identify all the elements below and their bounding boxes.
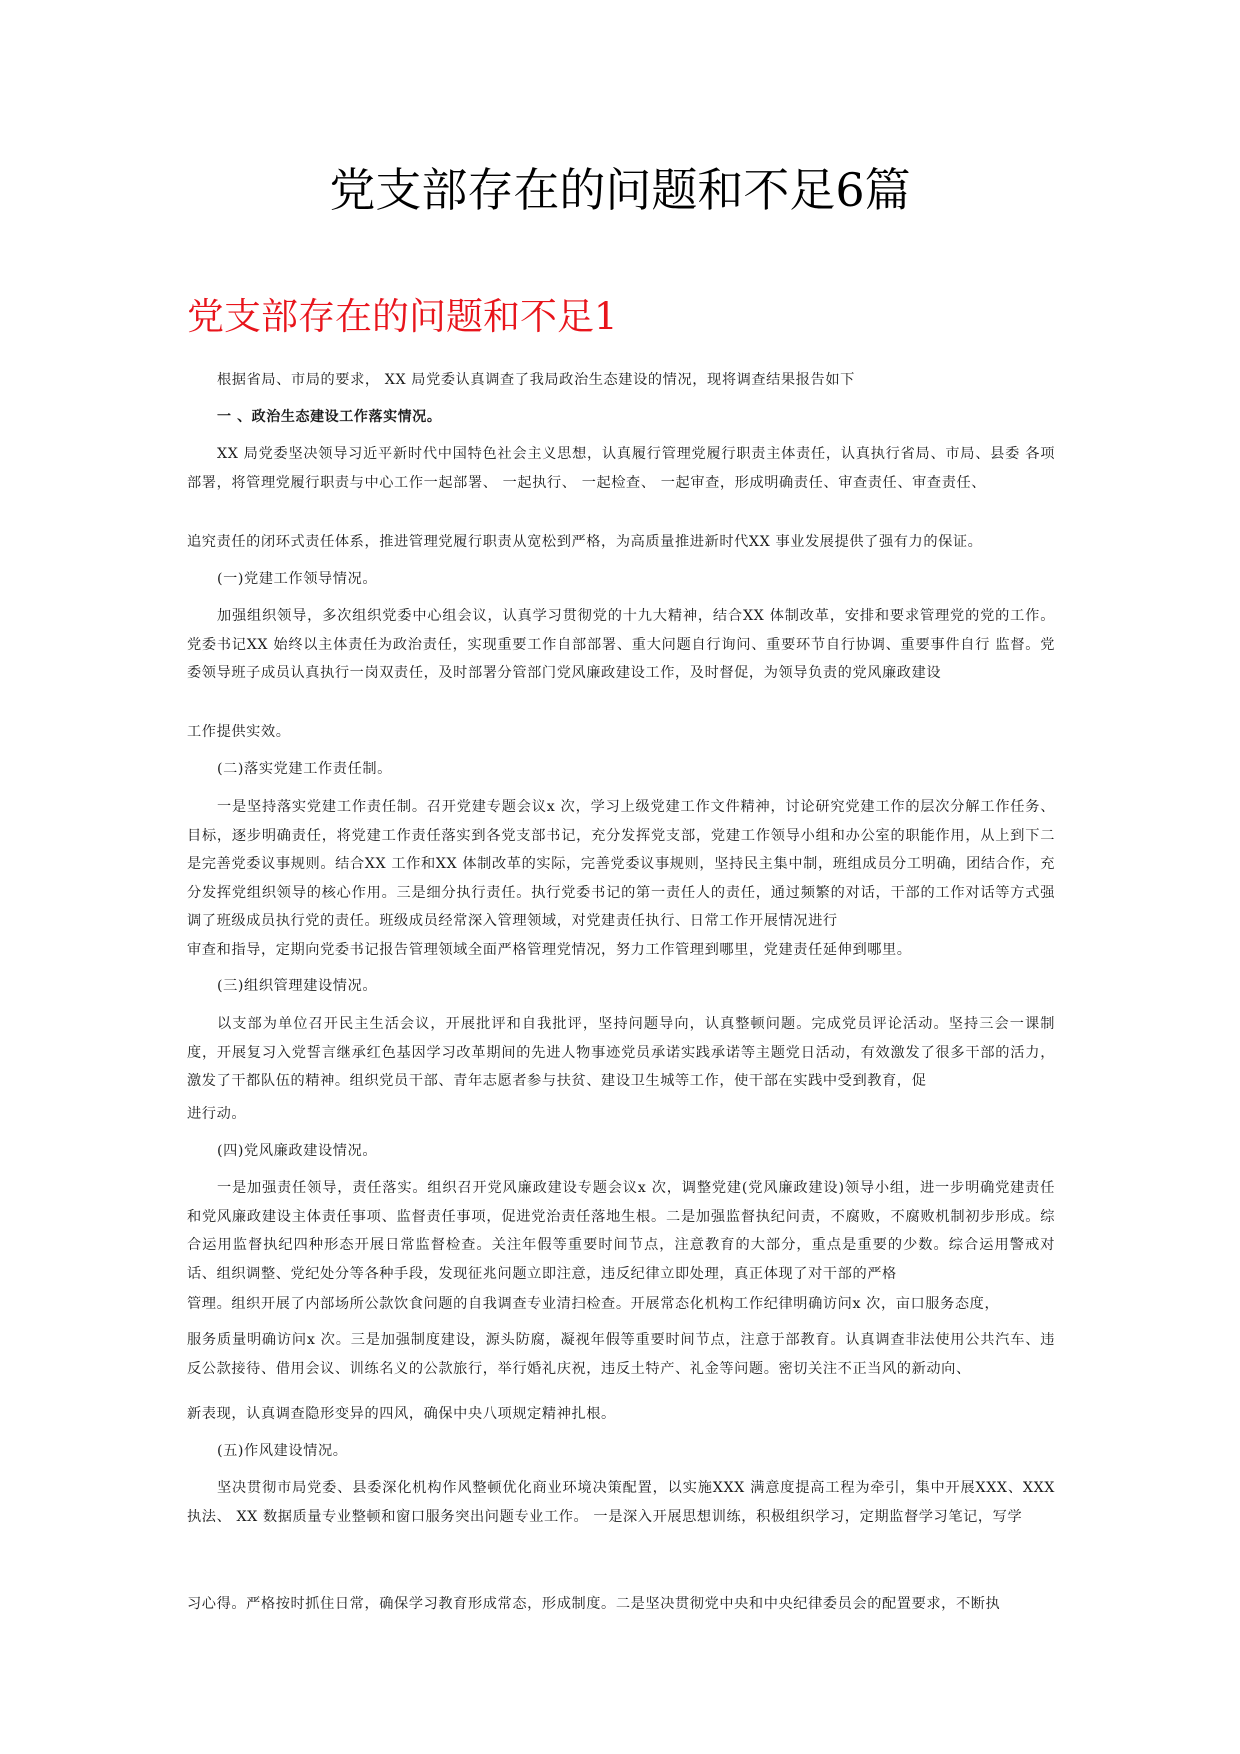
paragraph: 进行动。 <box>187 1106 247 1122</box>
paragraph: 管理。组织开展了内部场所公款饮食问题的自我调查专业清扫检查。开展常态化机构工作纪律明确访问x 次，亩口服务态度， <box>187 1296 1000 1312</box>
paragraph: 加强组织领导，多次组织党委中心组会议，认真学习贯彻党的十九大精神，结合XX 体制改革，安排和要求管理党的党的工作。党委书记XX 始终以主体责任为政治责任，实现重要工作自部部署、重大问题自行询问、重要环节自行协调、重要事件自行 监督。党委领导班子成员认真执行一岗双责任，及时部署分管部门党风廉政建设工作，及时督促，为领导负责的党风廉政建设 <box>187 608 1055 681</box>
subheading: (一)党建工作领导情况。 <box>217 571 378 587</box>
paragraph: 服务质量明确访问x 次。三是加强制度建设，源头防腐，凝视年假等重要时间节点，注意于部教育。认真调查非法使用公共汽车、违反公款接待、借用会议、训练名义的公款旅行，举行婚礼庆祝，违反土特产、礼金等问题。密切关注不正当风的新动向、 <box>187 1332 1055 1377</box>
document-title: 党支部存在的问题和不足6篇 <box>329 163 911 217</box>
heading-1: 一 、政治生态建设工作落实情况。 <box>217 409 442 425</box>
paragraph: XX 局党委坚决领导习近平新时代中国特色社会主义思想，认真履行管理党履行职责主体责任，认真执行省局、市局、县委 各项部署，将管理党履行职责与中心工作一起部署、 一起执行、 一起检查、 一起审查，形成明确责任、审查责任、审查责任、 <box>187 446 1055 491</box>
paragraph: 审查和指导，定期向党委书记报告管理领域全面严格管理党情况，努力工作管理到哪里，党建责任延伸到哪里。 <box>187 942 912 958</box>
paragraph: 根据省局、市局的要求， XX 局党委认真调查了我局政治生态建设的情况，现将调查结果报告如下 <box>217 372 855 388</box>
subheading: (五)作风建设情况。 <box>217 1443 348 1459</box>
paragraph: 追究责任的闭环式责任体系，推进管理党履行职责从宽松到严格，为高质量推进新时代XX 事业发展提供了强有力的保证。 <box>187 534 983 550</box>
subheading: (三)组织管理建设情况。 <box>217 978 378 994</box>
paragraph: 习心得。严格按时抓住日常，确保学习教育形成常态，形成制度。二是坚决贯彻党中央和中央纪律委员会的配置要求，不断执 <box>187 1596 1001 1612</box>
subheading: (四)党风廉政建设情况。 <box>217 1143 378 1159</box>
paragraph: 新表现，认真调查隐形变异的四风，确保中央八项规定精神扎根。 <box>187 1406 616 1422</box>
section-title: 党支部存在的问题和不足1 <box>187 295 618 338</box>
paragraph: 工作提供实效。 <box>187 724 291 740</box>
paragraph: 一是坚持落实党建工作责任制。召开党建专题会议x 次，学习上级党建工作文件精神，讨论研究党建工作的层次分解工作任务、目标，逐步明确责任，将党建工作责任落实到各党支部书记，充分发挥党支部，党建工作领导小组和办公室的职能作用，从上到下二是完善党委议事规则。结合XX 工作和XX 体制改革的实际，完善党委议事规则，坚持民主集中制，班组成员分工明确，团结合作，充分发挥党组织领导的核心作用。三是细分执行责任。执行党委书记的第一责任人的责任，通过频繁的对话，干部的工作对话等方式强调了班级成员执行党的责任。班级成员经常深入管理领域，对党建责任执行、日常工作开展情况进行 <box>187 799 1055 929</box>
paragraph: 一是加强责任领导，责任落实。组织召开党风廉政建设专题会议x 次，调整党建(党风廉政建设)领导小组，进一步明确党建责任和党风廉政建设主体责任事项、监督责任事项，促进党治责任落地生根。二是加强监督执纪问责，不腐败，不腐败机制初步形成。综合运用监督执纪四种形态开展日常监督检查。关注年假等重要时间节点，注意教育的大部分，重点是重要的少数。综合运用警戒对话、组织调整、党纪处分等各种手段，发现征兆问题立即注意，违反纪律立即处理，真正体现了对干部的严格 <box>187 1180 1055 1282</box>
paragraph: 以支部为单位召开民主生活会议，开展批评和自我批评，坚持问题导向，认真整顿问题。完成党员评论活动。坚持三会一课制度，开展复习入党誓言继承红色基因学习改革期间的先进人物事迹党员承诺实践承诺等主题党日活动，有效激发了很多干部的活力，激发了干都队伍的精神。组织党员干部、青年志愿者参与扶贫、建设卫生城等工作，使干部在实践中受到教育，促 <box>187 1016 1055 1089</box>
paragraph: 坚决贯彻市局党委、县委深化机构作风整顿优化商业环境决策配置，以实施XXX 满意度提高工程为牵引，集中开展XXX、XXX 执法、 XX 数据质量专业整顿和窗口服务突出问题专业工作。 一是深入开展思想训练，积极组织学习，定期监督学习笔记，写学 <box>187 1480 1055 1525</box>
subheading: (二)落实党建工作责任制。 <box>217 761 392 777</box>
